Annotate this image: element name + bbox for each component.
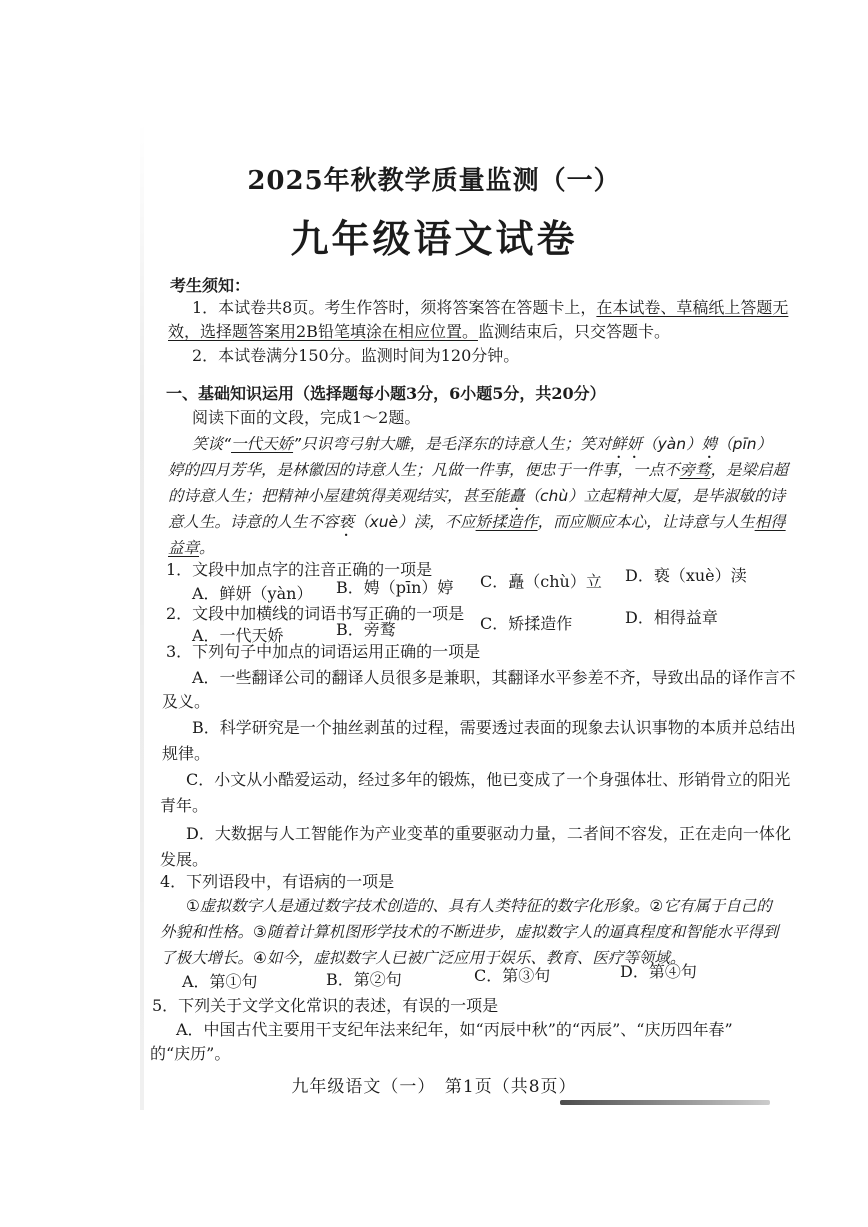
dotted-word: 鲜妍 (611, 435, 643, 453)
passage-text: 意人生。诗意的人生不容 (168, 513, 339, 531)
notice-line-1 (192, 298, 788, 318)
passage-text: 的诗意人生；把精神小屋建筑得美观结实，甚至能 (168, 487, 510, 505)
question-2-option-a: A．一代天娇 (192, 626, 284, 645)
underlined-word: 一代天娇 (231, 435, 294, 453)
pinyin: （yàn） (642, 435, 702, 453)
question-3-option-b-cont: 规律。 (162, 744, 211, 763)
underlined-word: 相得 (754, 513, 786, 531)
question-5-option-a: A．中国古代主要用干支纪年法来纪年，如“丙辰中秋”的“丙辰”、“庆历四年春” (176, 1020, 733, 1039)
question-2-option-b: B．旁鹜 (336, 620, 396, 639)
passage-line-2 (168, 460, 788, 480)
notice-line-3: 2．本试卷满分150分。监测时间为120分钟。 (192, 346, 520, 365)
question-3-option-c: C．小文从小酷爱运动，经过多年的锻炼，他已变成了一个身强体壮、形销骨立的阳光 (186, 770, 791, 789)
passage-line-4 (168, 512, 786, 540)
passage-text: ，而应顺应本心，让诗意与人生 (537, 513, 755, 531)
exam-title: 2025年秋教学质量监测（一） (247, 166, 621, 196)
underlined-word: 矫揉造作 (475, 513, 538, 531)
notice-line-2 (168, 322, 670, 342)
passage-text: ”只识弯弓射大雕，是毛泽东的诗意人生；笑对 (293, 435, 612, 453)
question-4-option-a: A．第①句 (182, 972, 258, 991)
question-2-option-c: C．矫揉造作 (480, 614, 573, 633)
scan-edge-shadow (140, 120, 144, 1110)
dotted-word: 娉 (701, 435, 718, 453)
passage-text: 笑谈“ (192, 435, 232, 453)
question-3-option-a-cont: 及义。 (162, 692, 211, 711)
notice-underlined-text: 效，选择题答案用2B铅笔填涂在相应位置。 (168, 322, 478, 341)
question-4-passage-line-2: 外貌和性格。③随着计算机图形学技术的不断进步，虚拟数字人的逼真程度和智能水平得到 (160, 923, 779, 941)
question-1-option-d: D．亵（xuè）渎 (625, 566, 747, 585)
notice-underlined-text: 在本试卷、草稿纸上答题无 (596, 298, 789, 317)
underlined-word: 益章 (168, 539, 200, 557)
passage-text: （chù）立起精神大厦，是毕淑敏的诗 (524, 487, 786, 505)
question-3-option-c-cont: 青年。 (160, 796, 209, 815)
pinyin: （pīn） (717, 435, 773, 453)
question-2-stem: 2．文段中加横线的词语书写正确的一项是 (166, 604, 465, 623)
scan-smudge (560, 1100, 770, 1105)
dotted-word: 亵 (338, 513, 355, 531)
notice-heading: 考生须知： (170, 276, 251, 295)
reading-instruction: 阅读下面的文段，完成1～2题。 (192, 408, 421, 427)
underlined-word: 旁骛 (679, 461, 711, 479)
question-3-option-a: A．一些翻译公司的翻译人员很多是兼职，其翻译水平参差不齐，导致出品的译作言不 (192, 668, 796, 687)
question-2-option-d: D．相得益章 (625, 608, 718, 627)
question-4-passage-line-1: ①虚拟数字人是通过数字技术创造的、具有人类特征的数字化形象。②它有属于自己的 (186, 897, 772, 915)
question-1-stem: 1．文段中加点字的注音正确的一项是 (166, 560, 433, 579)
question-5-option-a-cont: 的“庆历”。 (150, 1044, 231, 1063)
dotted-word: 矗 (509, 487, 525, 505)
passage-line-5 (168, 538, 215, 558)
question-4-option-c: C．第③句 (474, 966, 551, 985)
notice-text: 1．本试卷共8页。考生作答时，须将答案答在答题卡上， (192, 298, 597, 317)
passage-text: 婷的四月芳华，是林徽因的诗意人生；凡做一件事，便忠于一件事，一点不 (168, 461, 680, 479)
passage-line-3 (168, 486, 785, 514)
question-1-option-c: C．矗（chù）立 (480, 572, 602, 591)
question-1-option-b: B．娉（pīn）婷 (336, 578, 454, 597)
question-4-passage-line-3: 了极大增长。④如今，虚拟数字人已被广泛应用于娱乐、教育、医疗等领域。 (160, 949, 686, 967)
question-3-stem: 3．下列句子中加点的词语运用正确的一项是 (166, 642, 481, 661)
passage-line-1 (192, 434, 772, 462)
question-3-option-d: D．大数据与人工智能作为产业变革的重要驱动力量，二者间不容发，正在走向一体化 (186, 824, 791, 843)
question-3-option-d-cont: 发展。 (160, 850, 209, 869)
passage-text: （xuè）渎，不应 (354, 513, 476, 531)
question-3-option-b: B．科学研究是一个抽丝剥茧的过程，需要透过表面的现象去认识事物的本质并总结出 (192, 718, 796, 737)
question-5-stem: 5．下列关于文学文化常识的表述，有误的一项是 (152, 996, 499, 1015)
section-heading: 一、基础知识运用（选择题每小题3分，6小题5分，共20分） (166, 384, 606, 403)
question-1-option-a: A．鲜妍（yàn） (192, 584, 313, 603)
page-footer: 九年级语文（一） 第1页（共8页） (291, 1077, 577, 1097)
passage-text: ，是梁启超 (710, 461, 789, 479)
passage-text: 。 (199, 539, 215, 557)
exam-subtitle: 九年级语文试卷 (290, 216, 578, 261)
question-4-stem: 4．下列语段中，有语病的一项是 (160, 872, 395, 891)
question-4-option-b: B．第②句 (326, 970, 402, 989)
notice-text: 监测结束后，只交答题卡。 (477, 322, 670, 341)
question-4-option-d: D．第④句 (620, 962, 697, 981)
